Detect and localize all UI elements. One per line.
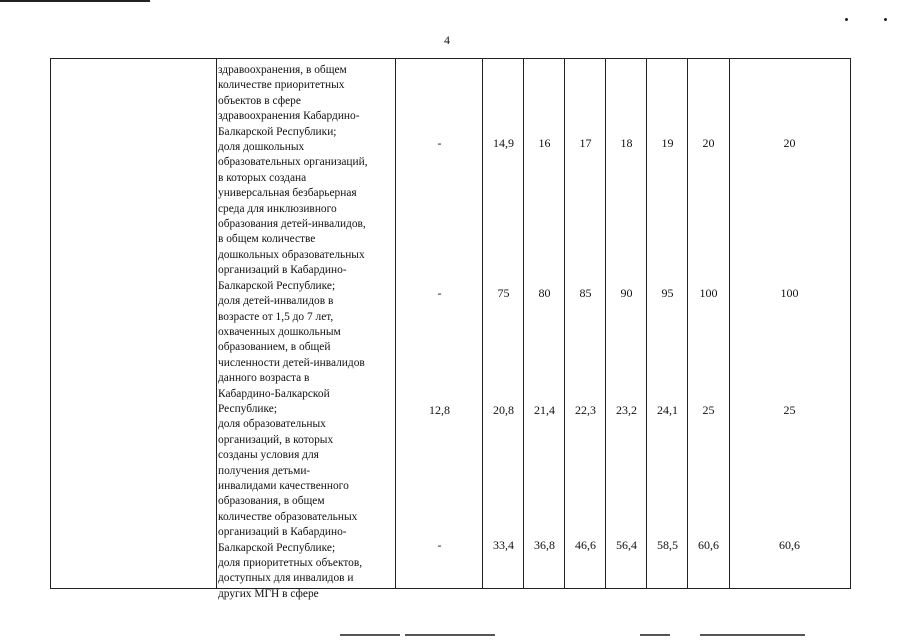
description-line: среда для инклюзивного [218,202,337,215]
value-year-4: 18 [620,136,633,150]
description-line: данного возраста в [218,372,310,385]
value-year-4: 56,4 [616,538,637,552]
description-line: инвалидами качественного [218,479,349,492]
value-year-5: 95 [661,286,674,300]
description-line: Кабардино-Балкарской [218,387,330,400]
value-year-1: 20,8 [493,403,514,417]
description-line: охваченных дошкольным [218,325,341,338]
value-baseline: - [437,538,442,552]
scan-mark [884,18,887,21]
value-year-2: 21,4 [534,403,555,417]
description-line: образованием, в общей [218,341,331,354]
indicator-description [218,63,394,602]
value-year-1: 14,9 [493,136,514,150]
description-line: созданы условия для [218,449,319,462]
description-line: в общем количестве [218,233,316,246]
description-line: здравоохранения Кабардино- [218,110,360,123]
scan-artifact [340,634,400,636]
description-line: возрасте от 1,5 до 7 лет, [218,310,334,323]
value-year-3: 17 [579,136,592,150]
value-year-6: 100 [699,286,718,300]
description-line: доля приоритетных объектов, [218,557,363,569]
description-line: количестве образовательных [218,510,358,523]
scan-artifact [700,634,805,636]
value-year-2: 36,8 [534,538,555,552]
value-year-5: 24,1 [657,403,678,417]
description-line: универсальная безбарьерная [218,187,357,200]
description-line: других МГН в сфере [218,587,319,600]
value-year-3: 22,3 [575,403,596,417]
value-year-3: 46,6 [575,538,596,552]
value-total: 25 [783,403,796,417]
value-year-4: 23,2 [616,403,637,417]
value-year-2: 16 [538,136,551,150]
value-baseline: - [437,136,442,150]
value-year-1: 33,4 [493,538,514,552]
description-line: образовательных организаций, [218,156,368,169]
value-total: 20 [783,136,796,150]
value-total: 100 [780,286,799,300]
description-line: образования, в общем [218,495,325,508]
description-line: объектов в сфере [218,94,301,107]
description-line: дошкольных образовательных [218,248,365,261]
value-baseline: - [437,286,442,300]
scan-artifact [640,634,670,636]
value-year-6: 60,6 [698,538,719,552]
value-year-3: 85 [579,286,592,300]
value-year-6: 20 [702,136,715,150]
value-baseline: 12,8 [429,403,450,417]
description-line: численности детей-инвалидов [218,356,365,369]
description-line: организаций в Кабардино- [218,526,347,539]
description-line: доля образовательных [218,418,326,431]
top-margin-line [0,0,150,2]
value-total: 60,6 [779,538,800,552]
description-line: образования детей-инвалидов, [218,218,366,231]
value-year-4: 90 [620,286,633,300]
value-year-5: 58,5 [657,538,678,552]
description-line: организаций в Кабардино- [218,264,347,277]
value-year-6: 25 [702,403,715,417]
description-line: доступных для инвалидов и [218,572,354,585]
page-number: 4 [444,33,450,47]
description-line: здравоохранения, в общем [218,64,347,76]
description-line: доля детей-инвалидов в [218,295,334,308]
scan-artifact [405,634,495,636]
description-line: организаций, в которых [218,433,334,446]
description-line: Балкарской Республике; [218,541,336,554]
value-year-2: 80 [538,286,551,300]
description-line: получения детьми- [218,464,311,477]
description-line: Республике; [218,402,277,415]
description-line: Балкарской Республики; [218,125,337,138]
description-line: в которых создана [218,171,307,184]
scan-mark [845,18,848,21]
description-line: доля дошкольных [218,141,305,154]
value-year-1: 75 [497,286,510,300]
description-line: Балкарской Республике; [218,279,336,292]
value-year-5: 19 [661,136,674,150]
description-line: количестве приоритетных [218,79,345,92]
